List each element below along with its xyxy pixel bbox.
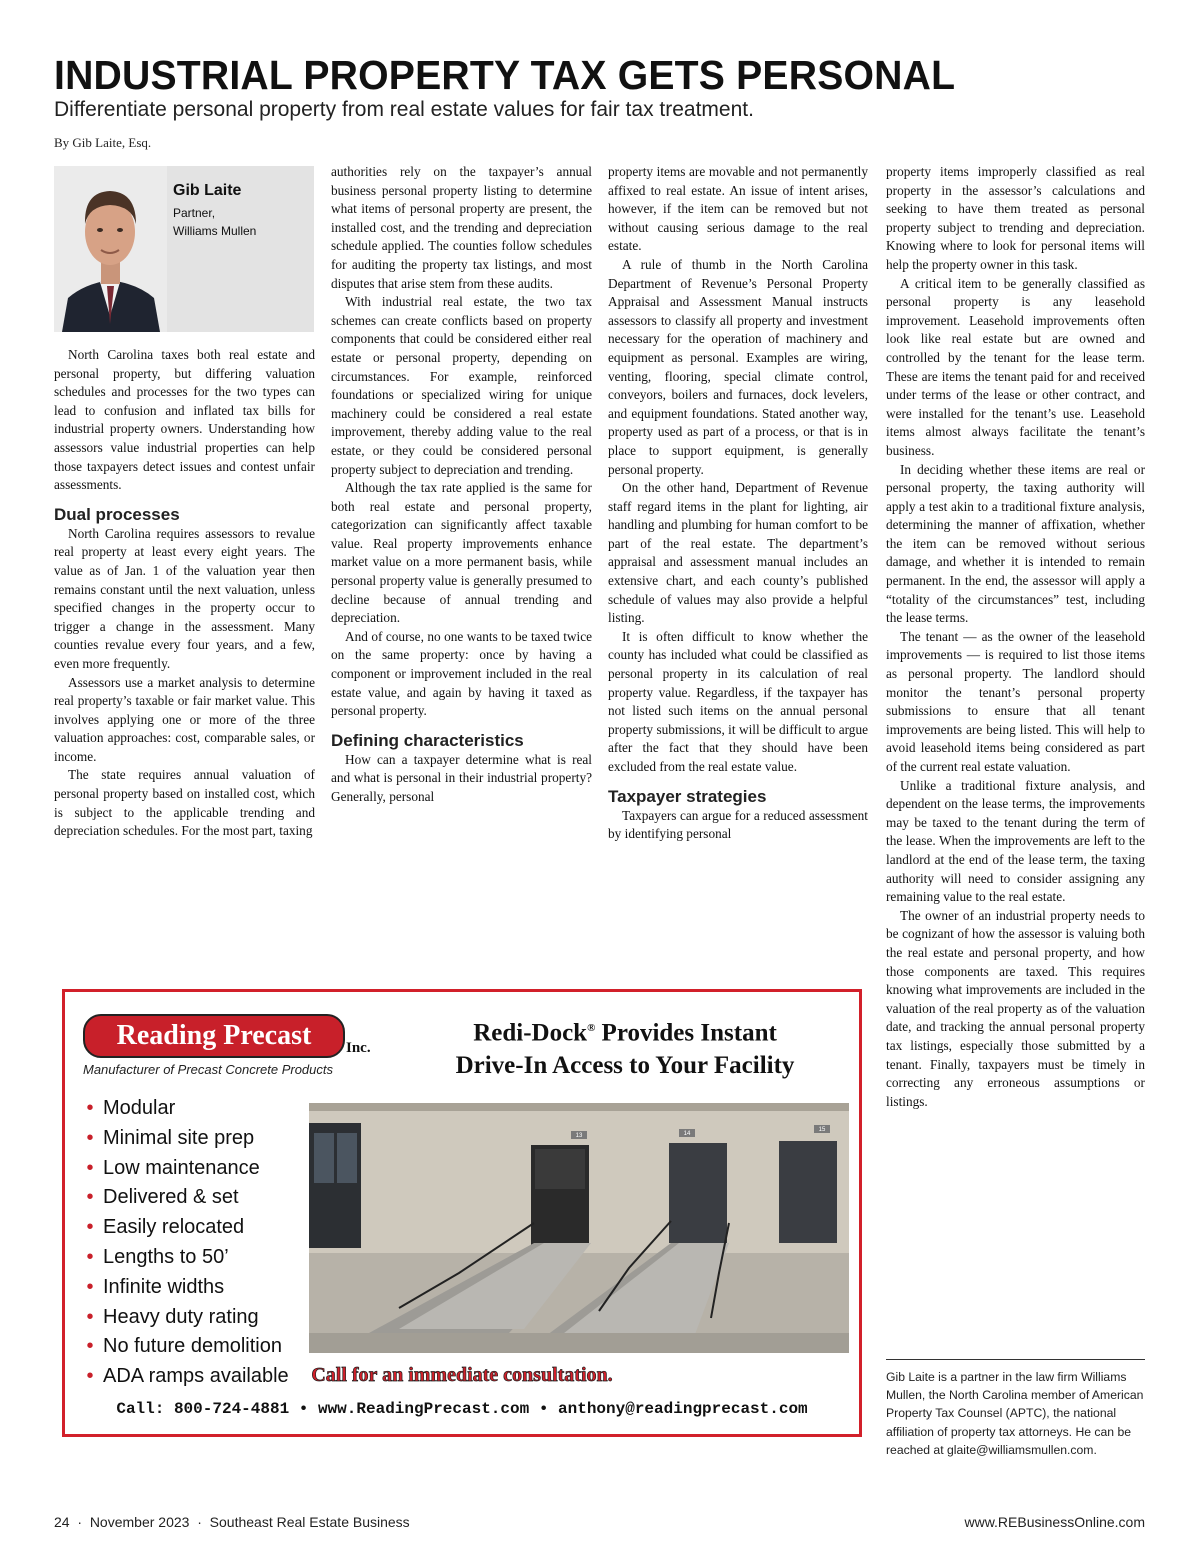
author-firm: Williams Mullen: [173, 224, 257, 238]
article-column-4: [886, 163, 1145, 1111]
page-number: 24: [54, 1514, 70, 1530]
ad-headline-line2: Drive-In Access to Your Facility: [455, 1052, 795, 1080]
paragraph: Assessors use a market analysis to determine real property’s taxable or fair market value. This involves applying one or more of the three valuation approaches: cost, comparable sales, or income.: [54, 674, 315, 764]
feature-item: • Delivered & set: [77, 1183, 289, 1213]
paragraph: The owner of an industrial property needs to be cognizant of how the assessor is valuing both the real estate and personal property, and how those components are taxed. This requires knowing what improvements are included in the valuation of the real property as of the valuation date, and tracking the annual personal property tax listings, especially those submitted by a tenant. Finally, taxpayers must be timely in correcting any erroneous assumptions or listings.: [886, 907, 1145, 1109]
publication-url[interactable]: www.REBusinessOnline.com: [964, 1514, 1145, 1530]
paragraph: The state requires annual valuation of personal property based on installed cost, which is subject to the applicable trending and depreciation schedules. For the most part, taxing: [54, 767, 315, 839]
door-number-14: 14: [683, 1131, 691, 1137]
paragraph: Although the tax rate applied is the same for both real estate and personal property, categorization can significantly affect taxable value. Real property improvements enhance market value on a more permanent basis, while personal property value is generally presumed to decline because of annual trending and depreciation.: [331, 480, 592, 626]
feature-item: • Minimal site prep: [77, 1124, 289, 1154]
author-bio: Gib Laite is a partner in the law firm Williams Mullen, the North Carolina member of American Property Tax Counsel (APTC), the national affiliation of property tax attorneys. He can be reached at glaite@williamsmullen.com.: [886, 1370, 1144, 1457]
paragraph: North Carolina requires assessors to revalue real property at least every eight years. The value as of Jan. 1 of the valuation year then remains constant until the next valuation, unless specified changes in the property occur to trigger a change in the assessment. Many counties revalue every four years, and a few, even more frequently.: [54, 525, 315, 671]
footer-separator: ·: [197, 1514, 202, 1530]
paragraph: Taxpayers can argue for a reduced assessment by identifying personal: [608, 807, 868, 842]
section-heading: Dual processes: [54, 504, 180, 524]
issue-date: November 2023: [89, 1514, 190, 1530]
ad-headline-product: Redi-Dock: [473, 1019, 588, 1047]
author-box: [54, 166, 314, 332]
loading-dock-photo: [309, 1103, 849, 1353]
paragraph: A critical item to be generally classified as personal property is any leasehold improvement. Leasehold improvements often look like real estate but are owned and controlled by the tenant for the lease term. These are items the tenant paid for and received under terms of the lease or other contract, and were installed for the tenant’s use. Leasehold items almost always facilitate the tenant’s business.: [886, 275, 1145, 458]
article-column-1: [54, 346, 315, 841]
subheadline: Differentiate personal property from real estate values for fair tax treatment.: [54, 98, 754, 121]
registered-mark: ®: [587, 1022, 596, 1034]
paragraph: In deciding whether these items are real or personal property, the taxing authority will apply a test akin to a traditional fixture analysis, determining the manner of affixation, whether the item can be removed without serious damage, and whether it is intended to remain permanent. In the end, the assessor will apply a “totality of the circumstances” test, including the lease terms.: [886, 461, 1145, 626]
article-column-3: [608, 163, 868, 844]
paragraph: On the other hand, Department of Revenue staff regard items in the plant for lighting, air handling and plumbing for human comfort to be part of the real estate. The department’s appraisal and assessment manual includes an extensive chart, and each county’s published schedule of values may also provide a helpful listing.: [608, 480, 868, 626]
ad-headline-rest: Provides Instant: [595, 1019, 777, 1047]
paragraph: A rule of thumb in the North Carolina Department of Revenue’s Personal Property Appraisal and Assessment Manual instructs assessors to classify all property and investment necessary for the operation of machinery and equipment as personal. Examples are wiring, venting, flooring, special climate control, conveyors, boilers and furnaces, dock levelers, and equipment foundations. Stated another way, property used as part of a process, or that is in place to support equipment, is generally personal property.: [608, 256, 868, 477]
footer-separator: ·: [77, 1514, 83, 1530]
paragraph: How can a taxpayer determine what is real and what is personal in their industrial property? Generally, personal: [331, 751, 592, 804]
call-to-action: Call for an immediate consultation.: [311, 1364, 613, 1386]
section-heading: Defining characteristics: [331, 730, 524, 750]
feature-item: • ADA ramps available: [77, 1362, 289, 1392]
door-number-15: 15: [818, 1127, 826, 1133]
author-role: Partner,: [173, 206, 216, 220]
feature-item: • No future demolition: [77, 1332, 289, 1362]
paragraph: And of course, no one wants to be taxed twice on the same property: once by having a component or improvement included in the real estate value, and again by having it taxed as personal property.: [331, 628, 592, 719]
author-photo: [54, 166, 167, 332]
logo-suffix: Inc.: [346, 1040, 371, 1056]
section-heading: Taxpayer strategies: [608, 786, 767, 806]
paragraph: The tenant — as the owner of the leasehold improvements — is required to list those items as personal property. The landlord should monitor the tenant’s personal property submissions to ensure that all tenant improvements are being listed. This will help to avoid leasehold items being considered as part of the current real estate valuation.: [886, 628, 1145, 774]
paragraph: property items improperly classified as real property in the assessor’s calculations and seeking to have them treated as personal property subject to trending and depreciation. Knowing where to look for personal items will help the property owner in this task.: [886, 164, 1145, 272]
headline: INDUSTRIAL PROPERTY TAX GETS PERSONAL: [54, 52, 956, 98]
ad-headline: [395, 1012, 855, 1082]
feature-item: • Low maintenance: [77, 1154, 289, 1184]
door-number-13: 13: [575, 1133, 583, 1139]
paragraph: It is often difficult to know whether the county has included what could be classified as personal property in its calculation of real property value. Regardless, if the taxpayer has not listed such items on the annual personal property submissions, it will be difficult to argue after the fact that they should have been excluded from the real estate value.: [608, 628, 868, 774]
article-column-2: [331, 163, 592, 807]
paragraph: North Carolina taxes both real estate and personal property, but differing valuation schedules and processes for the two types can lead to confusion and inflated tax bills for industrial property owners. Understanding how assessors value industrial properties can help those taxpayers detect issues and contest unfair assessments.: [54, 347, 315, 493]
author-title: [173, 204, 256, 240]
feature-item: • Modular: [77, 1094, 289, 1124]
paragraph: property items are movable and not permanently affixed to real estate. An issue of intent arises, however, if the item can be removed but not without causing serious damage to the real estate.: [608, 164, 868, 254]
paragraph: With industrial real estate, the two tax schemes can create conflicts based on property components that could be considered either real estate or personal property, depending on circumstances. For example, reinforced foundations or specialized wiring for unique machinery could be considered a real estate improvement, thereby adding value to the real estate, or they could be considered personal property subject to depreciation and trending.: [331, 294, 592, 477]
advertisement[interactable]: [62, 989, 862, 1437]
feature-item: • Lengths to 50’: [77, 1243, 289, 1273]
bio-divider: [886, 1359, 1145, 1360]
ad-tagline: Manufacturer of Precast Concrete Products: [83, 1062, 334, 1077]
reading-precast-logo: Reading Precast: [83, 1014, 345, 1058]
feature-item: • Easily relocated: [77, 1213, 289, 1243]
page-footer-left: [54, 1514, 410, 1530]
publication-name: Southeast Real Estate Business: [209, 1514, 410, 1530]
author-name: Gib Laite: [173, 182, 242, 199]
paragraph: authorities rely on the taxpayer’s annual business personal property listing to determine what items of personal property are present, the installed cost, and the trending and depreciation schedule applied. The counties follow schedules for auditing the property tax listings, and most disputes that arise stem from these audits.: [331, 164, 592, 291]
paragraph: Unlike a traditional fixture analysis, and dependent on the lease terms, the improvements may be taxed to the tenant during the term of the lease. When the improvements are left to the landlord at the end of the lease term, the taxing authority will need to consider assigning any remaining value to the real estate.: [886, 777, 1145, 905]
feature-item: • Heavy duty rating: [77, 1303, 289, 1333]
ad-contact-line[interactable]: Call: 800-724-4881 • www.ReadingPrecast.com • anthony@readingprecast.com: [116, 1400, 808, 1418]
feature-list: [77, 1094, 289, 1392]
byline: By Gib Laite, Esq.: [54, 135, 152, 150]
feature-item: • Infinite widths: [77, 1273, 289, 1303]
